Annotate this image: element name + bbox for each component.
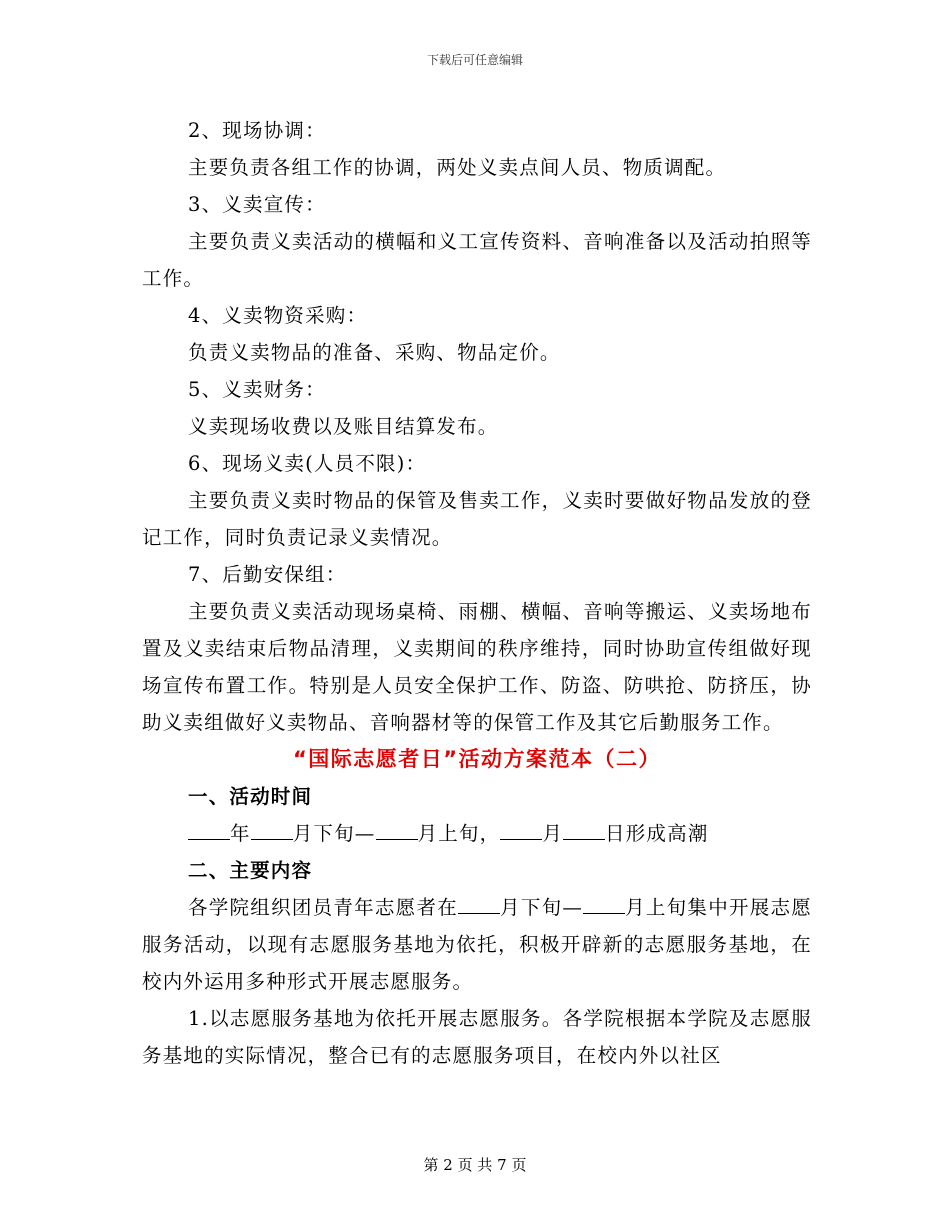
- blank-line: [376, 821, 418, 840]
- text-day-peak: 日形成高潮: [605, 822, 709, 845]
- document-title: “国际志愿者日”活动方案范本（二）: [292, 747, 662, 771]
- blank-line: [251, 821, 293, 840]
- item-text-2: 主要负责各组工作的协调，两处义卖点间人员、物质调配。: [188, 156, 727, 179]
- item-text-7: 主要负责义卖活动现场桌椅、雨棚、横幅、音响等搬运、义卖场地布置及义卖结束后物品清理，义卖期间的秩序维持，同时协助宣传组做好现场宣传布置工作。特别是人员安全保护工作、防盗、防哄抢、防挤压，协助义卖组做好义卖物品、音响器材等的保管工作及其它后勤服务工作。: [142, 600, 812, 734]
- item-text-6: 主要负责义卖时物品的保管及售卖工作，义卖时要做好物品发放的登记工作，同时负责记录义卖情况。: [142, 489, 812, 549]
- content-text-a3: 月上旬集中开展志愿服务活动，以现有志愿服务基地为依托，积极开辟新的志愿服务基地，在校内外运用多种形式开展志愿服务。: [142, 896, 812, 993]
- header-note: 下载后可任意编辑: [426, 53, 523, 67]
- section-heading-time: 一、活动时间: [188, 785, 313, 808]
- content-paragraph-1: [142, 889, 812, 1000]
- item-heading-6: 6、现场义卖(人员不限)：: [188, 452, 427, 475]
- text-month-early: 月上旬，: [417, 822, 501, 845]
- item-heading-2: 2、现场协调：: [188, 119, 326, 142]
- blank-line: [458, 895, 500, 914]
- blank-line: [500, 821, 542, 840]
- document-body: [142, 112, 812, 1074]
- activity-time-line: [142, 815, 812, 852]
- content-paragraph-2: 1.以志愿服务基地为依托开展志愿服务。各学院根据本学院及志愿服务基地的实际情况，整合已有的志愿服务项目，在校内外以社区: [142, 1007, 812, 1067]
- item-heading-3: 3、义卖宣传：: [188, 193, 326, 216]
- item-text-3: 主要负责义卖活动的横幅和义工宣传资料、音响准备以及活动拍照等工作。: [142, 230, 812, 290]
- item-heading-4: 4、义卖物资采购：: [188, 304, 368, 327]
- text-month: 月: [542, 822, 564, 845]
- page-number: 第 2 页 共 7 页: [423, 1156, 527, 1174]
- text-month-late: 月下旬—: [292, 822, 376, 845]
- item-text-5: 义卖现场收费以及账目结算发布。: [188, 415, 499, 438]
- section-heading-content: 二、主要内容: [188, 859, 313, 882]
- content-text-a1: 各学院组织团员青年志愿者在: [188, 896, 458, 919]
- text-year: 年: [230, 822, 251, 845]
- blank-line: [583, 895, 625, 914]
- blank-line: [563, 821, 605, 840]
- item-heading-7: 7、后勤安保组：: [188, 563, 347, 586]
- item-text-4: 负责义卖物品的准备、采购、物品定价。: [188, 341, 561, 364]
- blank-line: [188, 821, 230, 840]
- item-heading-5: 5、义卖财务：: [188, 378, 326, 401]
- content-text-a2: 月下旬—: [499, 896, 584, 919]
